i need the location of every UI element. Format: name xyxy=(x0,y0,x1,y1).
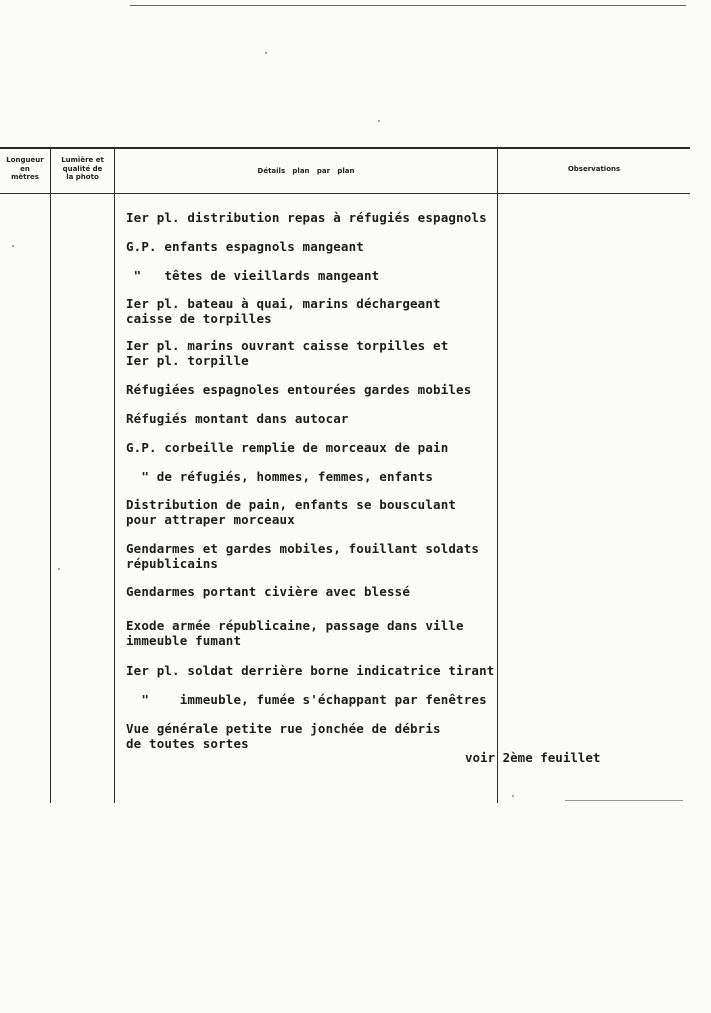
shot-entry: Ier pl. marins ouvrant caisse torpilles et Ier pl. torpille xyxy=(126,338,449,368)
column-header-light: Lumière et qualité de la photo xyxy=(61,156,104,181)
bottom-rule xyxy=(565,800,683,801)
column-divider-1 xyxy=(50,147,51,803)
shot-entry: Exode armée républicaine, passage dans ville immeuble fumant xyxy=(126,618,464,648)
shot-entry: Distribution de pain, enfants se bousculant pour attraper morceaux xyxy=(126,497,457,527)
shot-entry: Réfugiées espagnoles entourées gardes mobiles xyxy=(126,382,472,397)
column-divider-3 xyxy=(497,147,498,803)
shot-entry: G.P. enfants espagnols mangeant xyxy=(126,239,364,254)
continuation-note: voir 2ème feuillet xyxy=(465,750,601,765)
shot-entry: Vue générale petite rue jonchée de débris de toutes sortes xyxy=(126,721,441,751)
header-bottom-rule xyxy=(0,193,690,194)
scan-speck xyxy=(265,52,267,54)
shot-entry: Ier pl. soldat derrière borne indicatrice tirant xyxy=(126,663,495,678)
column-header-length: Longueur en mètres xyxy=(6,156,44,181)
column-divider-2 xyxy=(114,147,115,803)
shot-entry: Ier pl. bateau à quai, marins déchargeant caisse de torpilles xyxy=(126,296,441,326)
scan-speck xyxy=(512,795,514,797)
scan-speck xyxy=(58,568,60,570)
shot-entry: Réfugiés montant dans autocar xyxy=(126,411,349,426)
shot-entry: " immeuble, fumée s'échappant par fenêtres xyxy=(126,692,487,707)
shot-entry: " têtes de vieillards mangeant xyxy=(126,268,380,283)
shot-entry: Ier pl. distribution repas à réfugiés espagnols xyxy=(126,210,487,225)
scan-speck xyxy=(12,245,14,247)
shot-entry: G.P. corbeille remplie de morceaux de pain xyxy=(126,440,449,455)
shot-entry: Gendarmes et gardes mobiles, fouillant soldats républicains xyxy=(126,541,480,571)
header-top-rule xyxy=(0,147,690,149)
column-header-observations: Observations xyxy=(567,165,621,173)
shot-entry: " de réfugiés, hommes, femmes, enfants xyxy=(126,469,434,484)
shot-entry: Gendarmes portant civière avec blessé xyxy=(126,584,410,599)
column-header-details: Détails plan par plan xyxy=(257,167,355,175)
scan-speck xyxy=(378,120,380,122)
top-rule xyxy=(130,5,686,6)
